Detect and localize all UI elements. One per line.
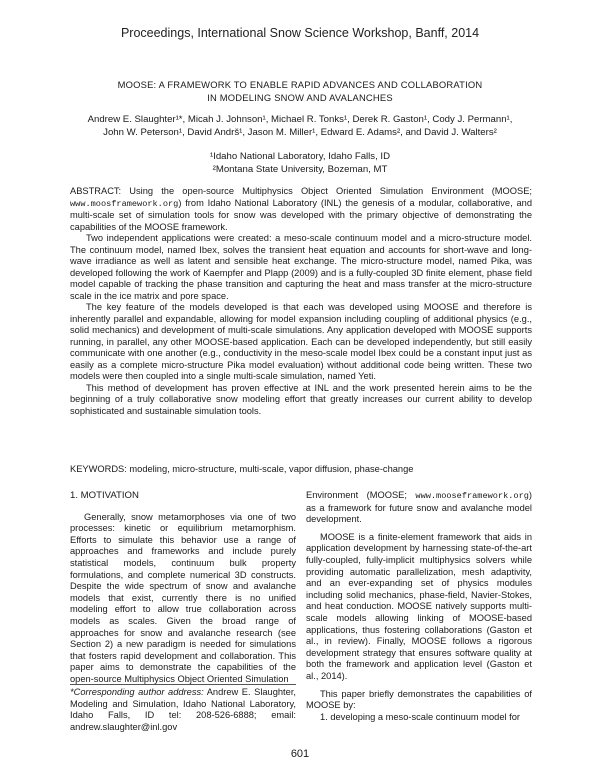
- abstract-text: ABSTRACT: Using the open-source Multiphysics Object Oriented Simulation Environment (MOOSE;: [70, 186, 532, 196]
- body-text: ) as a framework for future snow and avalanche model development.: [306, 490, 532, 525]
- moose-url-link-2[interactable]: www.mooseframework.org: [415, 491, 529, 501]
- abstract: [70, 186, 532, 417]
- affiliations: [60, 151, 540, 176]
- motivation-paragraph-1-cont: [306, 490, 532, 526]
- footnote-label: *Corresponding author address:: [70, 687, 204, 697]
- authors-line-2: John W. Peterson¹, David Andrš¹, Jason M. Miller¹, Edward E. Adams², and David J. Walters²: [103, 127, 497, 138]
- conference-header: Proceedings, International Snow Science Workshop, Banff, 2014: [120, 26, 480, 40]
- page-number: 601: [290, 748, 310, 760]
- left-column: [70, 490, 296, 686]
- abstract-text: ) from Idaho National Laboratory (INL) the genesis of a modular, collaborative, and multi-scale set of simulation tools for snow was developed with the primary objective of demonstrating the capabilities of the MOOSE framework.: [70, 197, 532, 232]
- authors-line-1: Andrew E. Slaughter¹*, Micah J. Johnson¹, Michael R. Tonks¹, Derek R. Gaston¹, Cody J. Permann¹,: [87, 114, 513, 125]
- motivation-paragraph-1: Generally, snow metamorphoses via one of two processes: kinetic or equilibrium metamorphism. Efforts to simulate this behavior use a range of approaches and frameworks and include purely statistical models, continuum bulk property formulations, and complete numerical 3D constructs. Despite the wide spectrum of snow and avalanche models that exist, currently there is no unified modeling effort to allow true collaboration across models as scales. Given the broad range of approaches for snow and avalanche research (see Section 2) a new paradigm is needed for simulations that fosters rapid development and collaboration. This paper aims to demonstrate the capabilities of the open-source Multiphysics Object Oriented Simulation: [70, 511, 296, 684]
- body-text: Environment (MOOSE;: [306, 490, 416, 500]
- title-line-2: IN MODELING SNOW AND AVALANCHES: [207, 91, 393, 103]
- section-heading-motivation: 1. MOTIVATION: [70, 490, 139, 501]
- corresponding-author-footnote: [70, 684, 296, 733]
- abstract-paragraph-2: Two independent applications were created: a meso-scale continuum model and a micro-structure model. The continuum model, named Ibex, solves the transient heat equation and accounts for short-wave and long-wave irradiance as well as latent and sensible heat exchange. The micro-structure model, named Pika, was developed following the work of Kaempfer and Plapp (2009) and is a fully-coupled 3D finite element, phase field model capable of tracking the phase transition and capturing the heat and mass transfer at the micro-structure scale in the ice matrix and pore space.: [70, 233, 532, 301]
- title-line-1: MOOSE: A FRAMEWORK TO ENABLE RAPID ADVANCES AND COLLABORATION: [117, 79, 483, 90]
- affiliation-1: ¹Idaho National Laboratory, Idaho Falls, ID: [209, 151, 391, 162]
- motivation-paragraph-2: MOOSE is a finite-element framework that aids in application development by harnessing state-of-the-art fully-coupled, fully-implicit multiphysics solvers while providing automatic parallelization, mesh adaptivity, and an ever-expanding set of physics modules including solid mechanics, phase-field, Navier-Stokes, and heat conduction. MOOSE natively supports multi-scale models allowing linking of MOOSE-based applications, thus fostering collaborations (Gaston et al., in review). Finally, MOOSE follows a rigorous development strategy that ensures software quality at both the framework and application level (Gaston et al., 2014).: [306, 531, 532, 681]
- abstract-paragraph-1: [70, 186, 532, 233]
- abstract-paragraph-3: The key feature of the models developed is that each was developed using MOOSE and therefore is inherently parallel and expandable, allowing for model expansion including coupling of additional physics (e.g., solid mechanics) and development of multi-scale simulations. Any application developed with MOOSE supports running, in parallel, any other MOOSE-based application. Each can be developed independently, but still easily communicate with one another (e.g., conductivity in the meso-scale model Ibex could be a constant input just as easily as a complete micro-structure Pika model evaluation) without additional code being written. These two models were then coupled into a single multi-scale simulation, named Yeti.: [70, 302, 532, 381]
- abstract-paragraph-4: This method of development has proven effective at INL and the work presented herein aims to be the beginning of a truly collaborative snow modeling effort that greatly increases our current ability to develop sophisticated and sustainable simulation tools.: [70, 382, 532, 416]
- paper-title: [60, 79, 540, 104]
- keywords: KEYWORDS: modeling, micro-structure, multi-scale, vapor diffusion, phase-change: [70, 464, 414, 474]
- right-column: [306, 490, 532, 723]
- author-list: [60, 113, 540, 139]
- affiliation-2: ²Montana State University, Bozeman, MT: [212, 163, 388, 175]
- list-item-1: 1. developing a meso-scale continuum model for: [320, 711, 520, 722]
- motivation-paragraph-3: This paper briefly demonstrates the capabilities of MOOSE by:: [306, 688, 532, 711]
- moose-url-link[interactable]: www.moosframework.org: [70, 198, 179, 209]
- footnote-text: Andrew E. Slaughter, Modeling and Simulation, Idaho National Laboratory, Idaho Falls, ID tel: 208-526-6888; email: andrew.slaughter@inl.gov: [70, 687, 296, 732]
